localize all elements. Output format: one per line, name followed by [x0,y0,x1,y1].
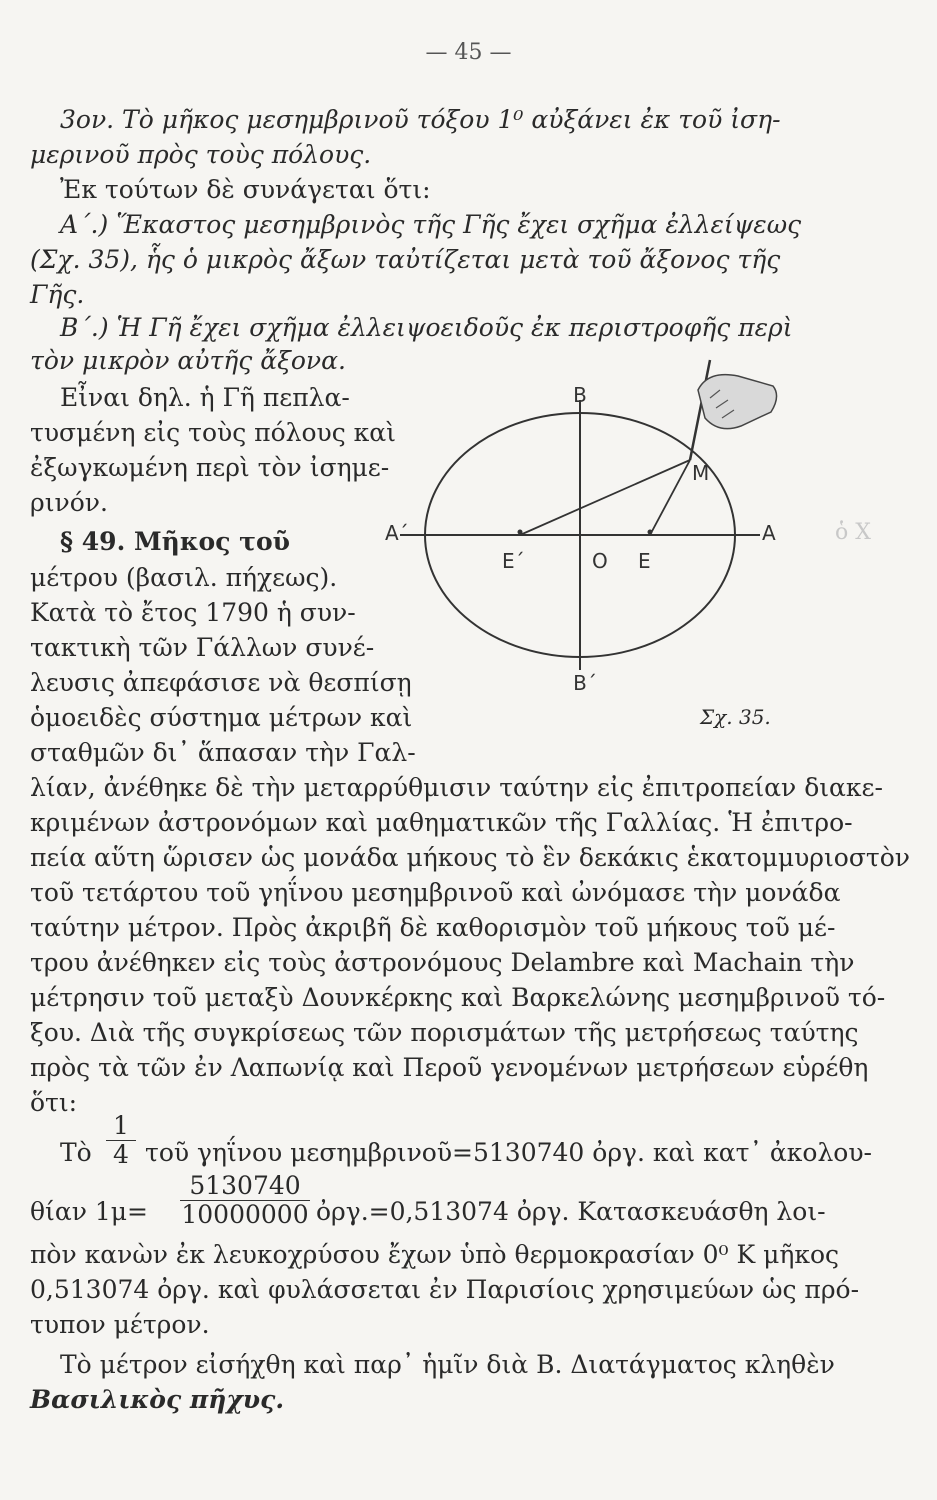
text-line: μέτρησιν τοῦ μεταξὺ Δουνκέρκης καὶ Βαρκελώνης μεσημβρινοῦ τό- [30,983,886,1012]
formula-text: ὀργ.=0,513074 ὀργ. Κατασκευάσθη λοι- [316,1197,826,1226]
text-line: πὸν κανὼν ἐκ λευκοχρύσου ἔχων ὑπὸ θερμοκρασίαν 0⁰ Κ μῆκος [30,1240,840,1269]
text-line: Ἐκ τούτων δὲ συνάγεται ὅτι: [60,175,431,204]
text-line: ρινόν. [30,488,108,517]
text-line: τὸν μικρὸν αὐτῆς ἄξονα. [30,346,346,375]
fraction-numerator: 1 [106,1112,136,1141]
text-line: 0,513074 ὀργ. καὶ φυλάσσεται ἐν Παρισίοις χρησιμεύων ὡς πρό- [30,1275,860,1304]
text-line: σταθμῶν δι᾿ ἅπασαν τὴν Γαλ- [30,738,416,767]
focus-left-point [518,530,523,535]
label-B-prime: B΄ [573,671,597,695]
fraction-numerator: 5130740 [180,1172,310,1201]
text-line: Α΄.) Ἕκαστος μεσημβρινὸς τῆς Γῆς ἔχει σχῆμα ἐλλείψεως [60,210,802,239]
text-line: τοῦ τετάρτου τοῦ γηΐνου μεσημβρινοῦ καὶ ὠνόμασε τὴν μονάδα [30,878,841,907]
text-line: Κατὰ τὸ ἔτος 1790 ἡ συν- [30,598,356,627]
figure-caption: Σχ. 35. [700,705,771,729]
formula-text: τοῦ γηΐνου μεσημβρινοῦ=5130740 ὀργ. καὶ κατ᾿ ἀκολου- [145,1138,872,1167]
text-line: Τὸ μέτρον εἰσήχθη καὶ παρ᾿ ἡμῖν διὰ Β. Διατάγματος κληθὲν [60,1350,835,1379]
label-O: O [592,549,608,573]
label-B: B [573,383,587,407]
text-line: μέτρου (βασιλ. πήχεως). [30,563,338,592]
text-line: ὁμοειδὲς σύστημα μέτρων καὶ [30,703,413,732]
text-line: 3ον. Τὸ μῆκος μεσημβρινοῦ τόξου 1⁰ αὐξάνει ἐκ τοῦ ἰση- [60,105,781,134]
label-A-prime: A΄ [385,521,409,545]
text-line: ὅτι: [30,1088,78,1117]
text-line: ἐξωγκωμένη περὶ τὸν ἰσημε- [30,453,390,482]
label-E: E [638,549,651,573]
text-line: Γῆς. [30,280,85,309]
focus-right-point [648,530,653,535]
section-heading: § 49. Μῆκος τοῦ [60,527,291,556]
text-line: πεία αὕτη ὥρισεν ὡς μονάδα μήκους τὸ ἓν δεκάκις ἑκατομμυριοστὸν [30,843,911,872]
text-line: μερινοῦ πρὸς τοὺς πόλους. [30,140,372,169]
text-line: τακτικὴ τῶν Γάλλων συνέ- [30,633,375,662]
focal-line-right [650,460,690,535]
focal-line-left [520,460,690,535]
text-line: Β΄.) Ἡ Γῆ ἔχει σχῆμα ἐλλειψοειδοῦς ἐκ περιστροφῆς περὶ [60,313,793,342]
fraction-one-quarter [106,1112,136,1169]
text-line: (Σχ. 35), ἧς ὁ μικρὸς ἄξων ταὐτίζεται μετὰ τοῦ ἄξονος τῆς [30,245,781,274]
page-number: — 45 — [425,40,512,65]
text-line: λευσις ἀπεφάσισε νὰ θεσπίσῃ [30,668,412,697]
label-E-prime: E΄ [502,549,525,573]
text-line: λίαν, ἀνέθηκε δὲ τὴν μεταρρύθμισιν ταύτην εἰς ἐπιτροπείαν διακε- [30,773,883,802]
text-line: ξου. Διὰ τῆς συγκρίσεως τῶν πορισμάτων τῆς μετρήσεως ταύτης [30,1018,859,1047]
formula-prefix: θίαν 1μ= [30,1197,148,1226]
label-A: A [762,521,776,545]
text-line: πρὸς τὰ τῶν ἐν Λαπωνίᾳ καὶ Περοῦ γενομένων μετρήσεων εὑρέθη [30,1053,869,1082]
meridian-ellipse-figure [380,340,820,710]
margin-note: ὁ Χ [835,520,871,545]
text-line: τυσμένη εἰς τοὺς πόλους καὶ [30,418,396,447]
text-line: κριμένων ἀστρονόμων καὶ μαθηματικῶν τῆς Γαλλίας. Ἡ ἐπιτρο- [30,808,853,837]
text-line: ταύτην μέτρον. Πρὸς ἀκριβῆ δὲ καθορισμὸν τοῦ μήκους τοῦ μέ- [30,913,836,942]
fraction-denominator: 4 [113,1140,129,1169]
text-line: Εἶναι δηλ. ἡ Γῆ πεπλα- [60,383,350,412]
formula-prefix: Τὸ [60,1138,92,1167]
label-M: M [692,461,710,485]
text-line: τρου ἀνέθηκεν εἰς τοὺς ἀστρονόμους Delambre καὶ Machain τὴν [30,948,855,977]
text-line: τυπον μέτρον. [30,1310,210,1339]
hand-with-pencil-icon [690,360,777,460]
text-line: Βασιλικὸς πῆχυς. [30,1385,285,1414]
fraction-meter [180,1172,310,1229]
fraction-denominator: 10000000 [181,1200,309,1229]
